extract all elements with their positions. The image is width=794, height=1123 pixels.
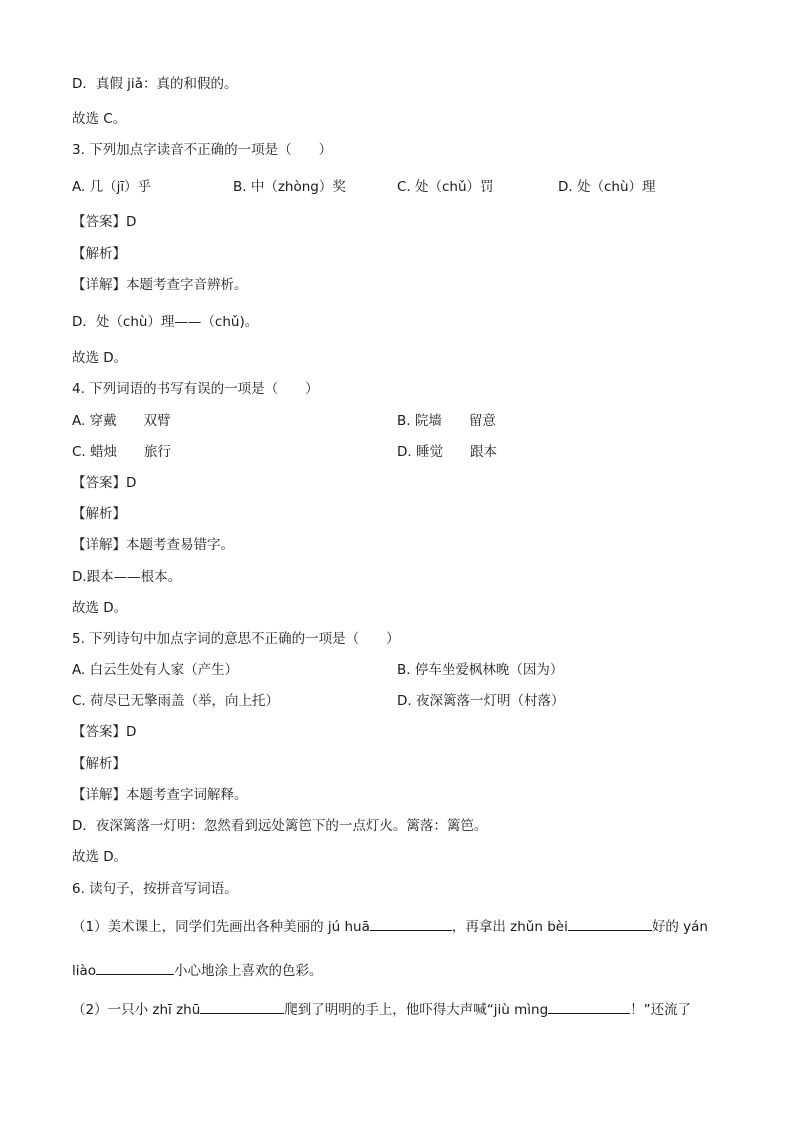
q6-sentence-1-line-1 <box>72 916 708 936</box>
q4-d-explanation: D.跟本——根本。 <box>72 569 182 585</box>
q6-s1-text-3: 好的 yán <box>651 919 708 935</box>
q4-question: 4. 下列词语的书写有误的一项是（ ） <box>72 381 319 397</box>
q6-s2-text-1: （2）一只小 zhī zhū <box>72 1002 201 1018</box>
answer-blank-zhun-bei <box>568 916 652 931</box>
answer-blank-yan-liao <box>96 960 174 975</box>
q3-answer: 【答案】D <box>72 214 137 230</box>
q6-sentence-2 <box>72 999 691 1019</box>
answer-blank-jiu-ming <box>548 999 630 1014</box>
q6-s1-text-2: ，再拿出 zhǔn bèi <box>451 919 568 935</box>
q5-option-c: C. 荷尽已无擎雨盖（举，向上托） <box>72 693 280 709</box>
q5-question: 5. 下列诗句中加点字词的意思不正确的一项是（ ） <box>72 631 400 647</box>
q4-option-a: A. 穿戴 双臂 <box>72 413 171 429</box>
q3-d-explanation: D．处（chù）理——（chǔ)。 <box>72 314 259 330</box>
q5-analysis-label: 【解析】 <box>72 756 126 772</box>
q3-option-b: B. 中（zhòng）奖 <box>233 179 346 195</box>
q5-option-d: D. 夜深篱落一灯明（村落） <box>397 693 565 709</box>
q6-s1-text-1: （1）美术课上，同学们先画出各种美丽的 jú huā <box>72 919 370 935</box>
q3-option-c: C. 处（chǔ）罚 <box>397 179 494 195</box>
q4-detail: 【详解】本题考查易错字。 <box>72 537 234 553</box>
q5-option-a: A. 白云生处有人家（产生） <box>72 662 239 678</box>
q6-s1-text-5: 小心地涂上喜欢的色彩。 <box>174 963 323 979</box>
q2-choose: 故选 C。 <box>72 111 127 127</box>
q3-analysis-label: 【解析】 <box>72 246 126 262</box>
q5-option-b: B. 停车坐爱枫林晚（因为） <box>397 662 564 678</box>
q5-d-explanation: D．夜深篱落一灯明：忽然看到远处篱笆下的一点灯火。篱落：篱笆。 <box>72 818 488 834</box>
q5-answer: 【答案】D <box>72 724 137 740</box>
q6-s2-text-2: 爬到了明明的手上，他吓得大声喊“jiù mìng <box>284 1002 549 1018</box>
q5-detail: 【详解】本题考查字词解释。 <box>72 787 248 803</box>
q3-option-a: A. 几（jī）乎 <box>72 179 152 195</box>
answer-blank-zhi-zhu <box>200 999 284 1014</box>
q4-answer: 【答案】D <box>72 475 137 491</box>
q6-s2-text-3: ！”还流了 <box>630 1002 692 1018</box>
q6-question: 6. 读句子，按拼音写词语。 <box>72 881 238 897</box>
q5-choose: 故选 D。 <box>72 849 128 865</box>
q2-option-d-explanation: D．真假 jiǎ：真的和假的。 <box>72 76 238 92</box>
q6-sentence-1-line-2 <box>72 960 323 980</box>
q3-detail: 【详解】本题考查字音辨析。 <box>72 277 248 293</box>
q3-option-d: D. 处（chù）理 <box>558 179 656 195</box>
q4-analysis-label: 【解析】 <box>72 506 126 522</box>
q3-question: 3. 下列加点字读音不正确的一项是（ ） <box>72 142 333 158</box>
q4-choose: 故选 D。 <box>72 600 128 616</box>
q6-s1-text-4: liào <box>72 963 97 979</box>
q3-choose: 故选 D。 <box>72 350 128 366</box>
q4-option-b: B. 院墙 留意 <box>397 413 496 429</box>
answer-blank-ju-hua <box>370 916 452 931</box>
q4-option-c: C. 蜡烛 旅行 <box>72 444 172 460</box>
q4-option-d: D. 睡觉 跟本 <box>397 444 497 460</box>
